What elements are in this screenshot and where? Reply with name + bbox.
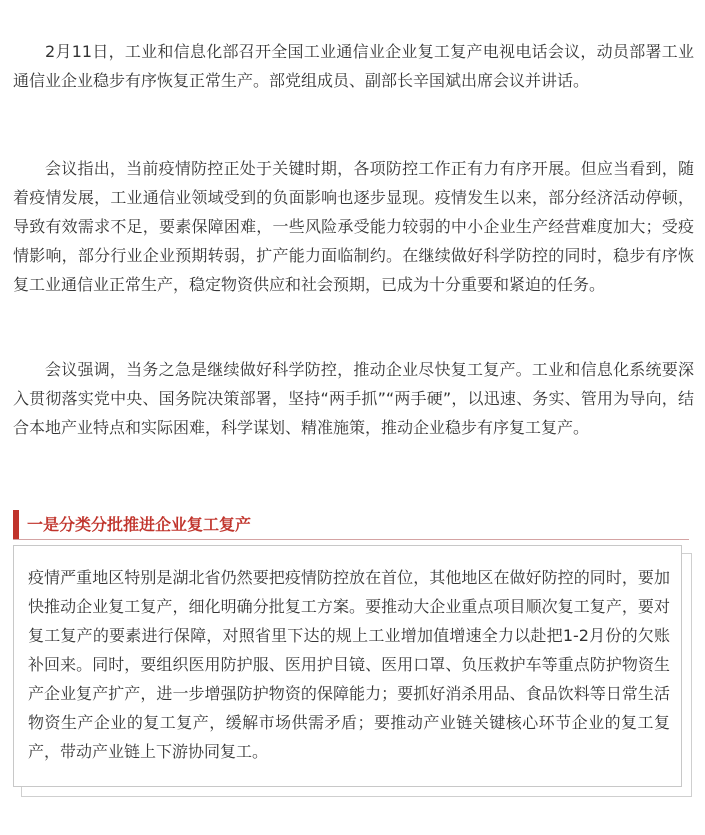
section-accent-bar [13, 510, 19, 539]
section-heading [13, 509, 689, 540]
section-title: 一是分类分批推进企业复工复产 [27, 515, 252, 534]
section-content-box [13, 545, 682, 787]
article-paragraph-3: 会议强调，当务之急是继续做好科学防控，推动企业尽快复工复产。工业和信息化系统要深入贯彻落实党中央、国务院决策部署，坚持“两手抓”“两手硬”，以迅速、务实、管用为导向，结合本地产业特点和实际困难，科学谋划、精准施策，推动企业稳步有序复工复产。 [13, 360, 694, 437]
article-paragraph-2: 会议指出，当前疫情防控正处于关键时期，各项防控工作正有力有序开展。但应当看到，随着疫情发展，工业通信业领域受到的负面影响也逐步显现。疫情发生以来，部分经济活动停顿，导致有效需求不足，要素保障困难，一些风险承受能力较弱的中小企业生产经营难度加大；受疫情影响，部分行业企业预期转弱，扩产能力面临制约。在继续做好科学防控的同时，稳步有序恢复工业通信业正常生产，稳定物资供应和社会预期，已成为十分重要和紧迫的任务。 [13, 159, 694, 294]
section-body-text: 疫情严重地区特别是湖北省仍然要把疫情防控放在首位，其他地区在做好防控的同时，要加快推动企业复工复产，细化明确分批复工方案。要推动大企业重点项目顺次复工复产，要对复工复产的要素进行保障，对照省里下达的规上工业增加值增速全力以赴把1-2月份的欠账补回来。同时，要组织医用防护服、医用护目镜、医用口罩、负压救护车等重点防护物资生产企业复产扩产，进一步增强防护物资的保障能力；要抓好消杀用品、食品饮料等日常生活物资生产企业的复工复产，缓解市场供需矛盾；要推动产业链关键核心环节企业的复工复产，带动产业链上下游协同复工。 [28, 568, 670, 761]
article-paragraph-1: 2月11日，工业和信息化部召开全国工业通信业企业复工复产电视电话会议，动员部署工业通信业企业稳步有序恢复正常生产。部党组成员、副部长辛国斌出席会议并讲话。 [13, 42, 694, 90]
